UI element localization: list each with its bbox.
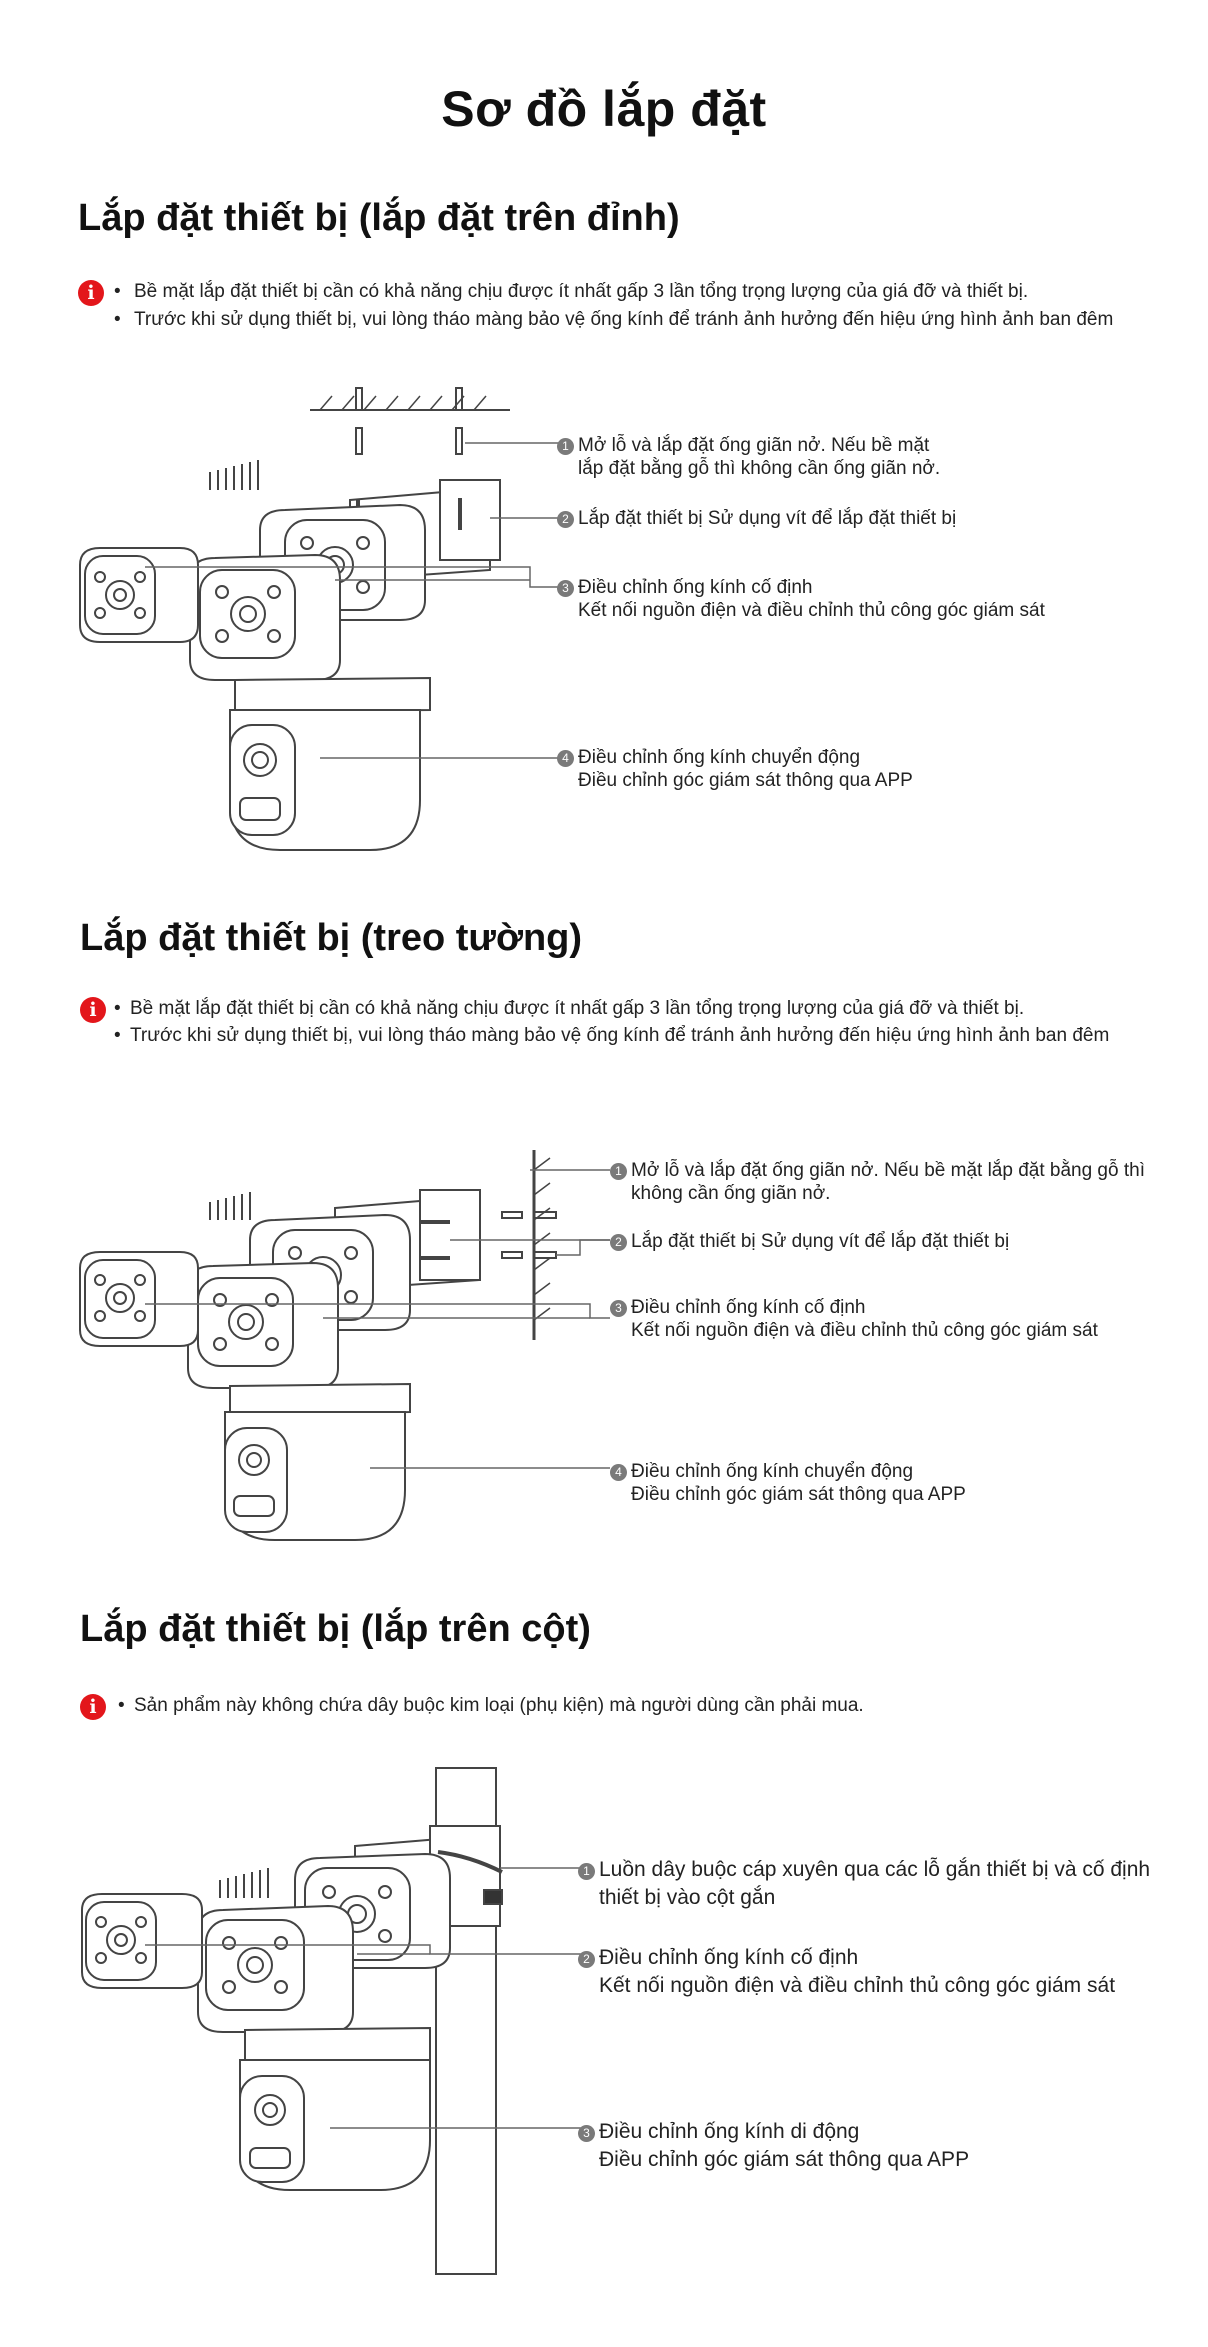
- callout: 1 Luồn dây buộc cáp xuyên qua các lỗ gắn thiết bị và cố định thiết bị vào cột gắn: [578, 1856, 1150, 1912]
- callout-number: 4: [610, 1464, 627, 1481]
- section-title-wall: Lắp đặt thiết bị (treo tường): [80, 917, 583, 959]
- wall-mount-diagram: [70, 1140, 630, 1560]
- callout-number: 2: [557, 511, 574, 528]
- note-item: • Trước khi sử dụng thiết bị, vui lòng tháo màng bảo vệ ống kính để tránh ảnh hưởng đến hiệu ứng hình ảnh ban đêm: [114, 309, 1114, 330]
- callout-number: 2: [610, 1234, 627, 1251]
- note-item: • Bề mặt lắp đặt thiết bị cần có khả năng chịu được ít nhất gấp 3 lần tổng trọng lượng của giá đỡ và thiết bị.: [114, 998, 1025, 1019]
- page-title: Sơ đồ lắp đặt: [441, 81, 767, 137]
- callout: 3 Điều chỉnh ống kính cố định Kết nối nguồn điện và điều chỉnh thủ công góc giám sát: [610, 1296, 1098, 1342]
- callout-number: 1: [578, 1863, 595, 1880]
- warning-icon: i: [80, 1694, 106, 1720]
- callout: 1 Mở lỗ và lắp đặt ống giãn nở. Nếu bề mặt lắp đặt bằng gỗ thì không cần ống giãn nở.: [557, 434, 940, 480]
- section-title-pole: Lắp đặt thiết bị (lắp trên cột): [80, 1608, 591, 1650]
- callout: 1 Mở lỗ và lắp đặt ống giãn nở. Nếu bề mặt lắp đặt bằng gỗ thì không cần ống giãn nở.: [610, 1159, 1145, 1205]
- note-item: • Trước khi sử dụng thiết bị, vui lòng tháo màng bảo vệ ống kính để tránh ảnh hưởng đến hiệu ứng hình ảnh ban đêm: [114, 1025, 1110, 1046]
- callout-number: 3: [578, 2125, 595, 2142]
- callout-number: 1: [610, 1163, 627, 1180]
- callout-number: 2: [578, 1951, 595, 1968]
- callout-number: 3: [557, 580, 574, 597]
- note-item: • Bề mặt lắp đặt thiết bị cần có khả năng chịu được ít nhất gấp 3 lần tổng trọng lượng của giá đỡ và thiết bị.: [114, 281, 1029, 302]
- callout: 4 Điều chỉnh ống kính chuyển động Điều chỉnh góc giám sát thông qua APP: [557, 746, 913, 792]
- callout-number: 4: [557, 750, 574, 767]
- callout: 4 Điều chỉnh ống kính chuyển động Điều chỉnh góc giám sát thông qua APP: [610, 1460, 966, 1506]
- pole-mount-diagram: [70, 1760, 590, 2280]
- ceiling-mount-diagram: [70, 380, 540, 880]
- warning-icon: i: [80, 997, 106, 1023]
- section-title-ceiling: Lắp đặt thiết bị (lắp đặt trên đỉnh): [78, 197, 680, 239]
- warning-icon: i: [78, 280, 104, 306]
- callout: 3 Điều chỉnh ống kính di động Điều chỉnh góc giám sát thông qua APP: [578, 2118, 969, 2174]
- callout-number: 1: [557, 438, 574, 455]
- callout: 2 Lắp đặt thiết bị Sử dụng vít để lắp đặt thiết bị: [610, 1230, 1009, 1253]
- callout: 2 Điều chỉnh ống kính cố định Kết nối nguồn điện và điều chỉnh thủ công góc giám sát: [578, 1944, 1115, 2000]
- callout: 3 Điều chỉnh ống kính cố định Kết nối nguồn điện và điều chỉnh thủ công góc giám sát: [557, 576, 1045, 622]
- callout-number: 3: [610, 1300, 627, 1317]
- callout: 2 Lắp đặt thiết bị Sử dụng vít để lắp đặt thiết bị: [557, 507, 956, 530]
- note-item: • Sản phẩm này không chứa dây buộc kim loại (phụ kiện) mà người dùng cần phải mua.: [118, 1695, 864, 1716]
